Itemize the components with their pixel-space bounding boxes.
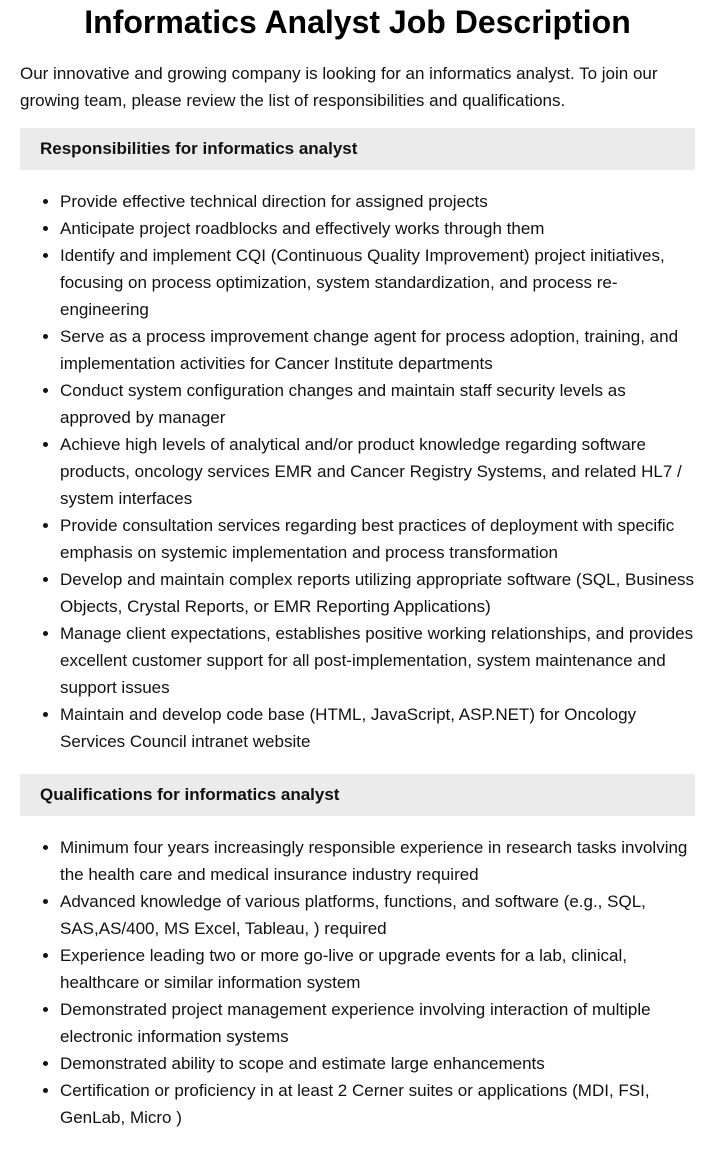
list-item: • Conduct system configuration changes and maintain staff security levels as approved by manager	[60, 377, 695, 431]
section-heading: Responsibilities for informatics analyst	[20, 128, 695, 170]
list-item: • Identify and implement CQI (Continuous Quality Improvement) project initiatives, focusing on process optimization, system standardization, and process re-engineering	[60, 242, 695, 323]
responsibilities-list	[20, 188, 695, 755]
list-item: • Develop and maintain complex reports utilizing appropriate software (SQL, Business Objects, Crystal Reports, or EMR Reporting Applications)	[60, 566, 695, 620]
list-item: • Manage client expectations, establishes positive working relationships, and provides excellent customer support for all post-implementation, system maintenance and support issues	[60, 620, 695, 701]
list-item: • Demonstrated ability to scope and estimate large enhancements	[60, 1050, 695, 1077]
list-item: • Advanced knowledge of various platforms, functions, and software (e.g., SQL, SAS,AS/400, MS Excel, Tableau, ) required	[60, 888, 695, 942]
list-item: • Certification or proficiency in at least 2 Cerner suites or applications (MDI, FSI, GenLab, Micro )	[60, 1077, 695, 1131]
qualifications-section	[20, 774, 695, 1131]
list-item: • Anticipate project roadblocks and effectively works through them	[60, 215, 695, 242]
list-item: • Experience leading two or more go-live or upgrade events for a lab, clinical, healthcare or similar information system	[60, 942, 695, 996]
list-item: • Provide consultation services regarding best practices of deployment with specific emphasis on systemic implementation and process transformation	[60, 512, 695, 566]
section-heading: Qualifications for informatics analyst	[20, 774, 695, 816]
list-item: • Demonstrated project management experience involving interaction of multiple electronic information systems	[60, 996, 695, 1050]
responsibilities-section	[20, 128, 695, 755]
page-title: Informatics Analyst Job Description	[84, 4, 631, 40]
list-item: • Minimum four years increasingly responsible experience in research tasks involving the health care and medical insurance industry required	[60, 834, 695, 888]
list-item: • Maintain and develop code base (HTML, JavaScript, ASP.NET) for Oncology Services Council intranet website	[60, 701, 695, 755]
list-item: • Achieve high levels of analytical and/or product knowledge regarding software products, oncology services EMR and Cancer Registry Systems, and related HL7 / system interfaces	[60, 431, 695, 512]
intro-text: Our innovative and growing company is looking for an informatics analyst. To join our growing team, please review the list of responsibilities and qualifications.	[20, 64, 658, 110]
qualifications-list	[20, 834, 695, 1131]
list-item: • Provide effective technical direction for assigned projects	[60, 188, 695, 215]
list-item: • Serve as a process improvement change agent for process adoption, training, and implementation activities for Cancer Institute departments	[60, 323, 695, 377]
